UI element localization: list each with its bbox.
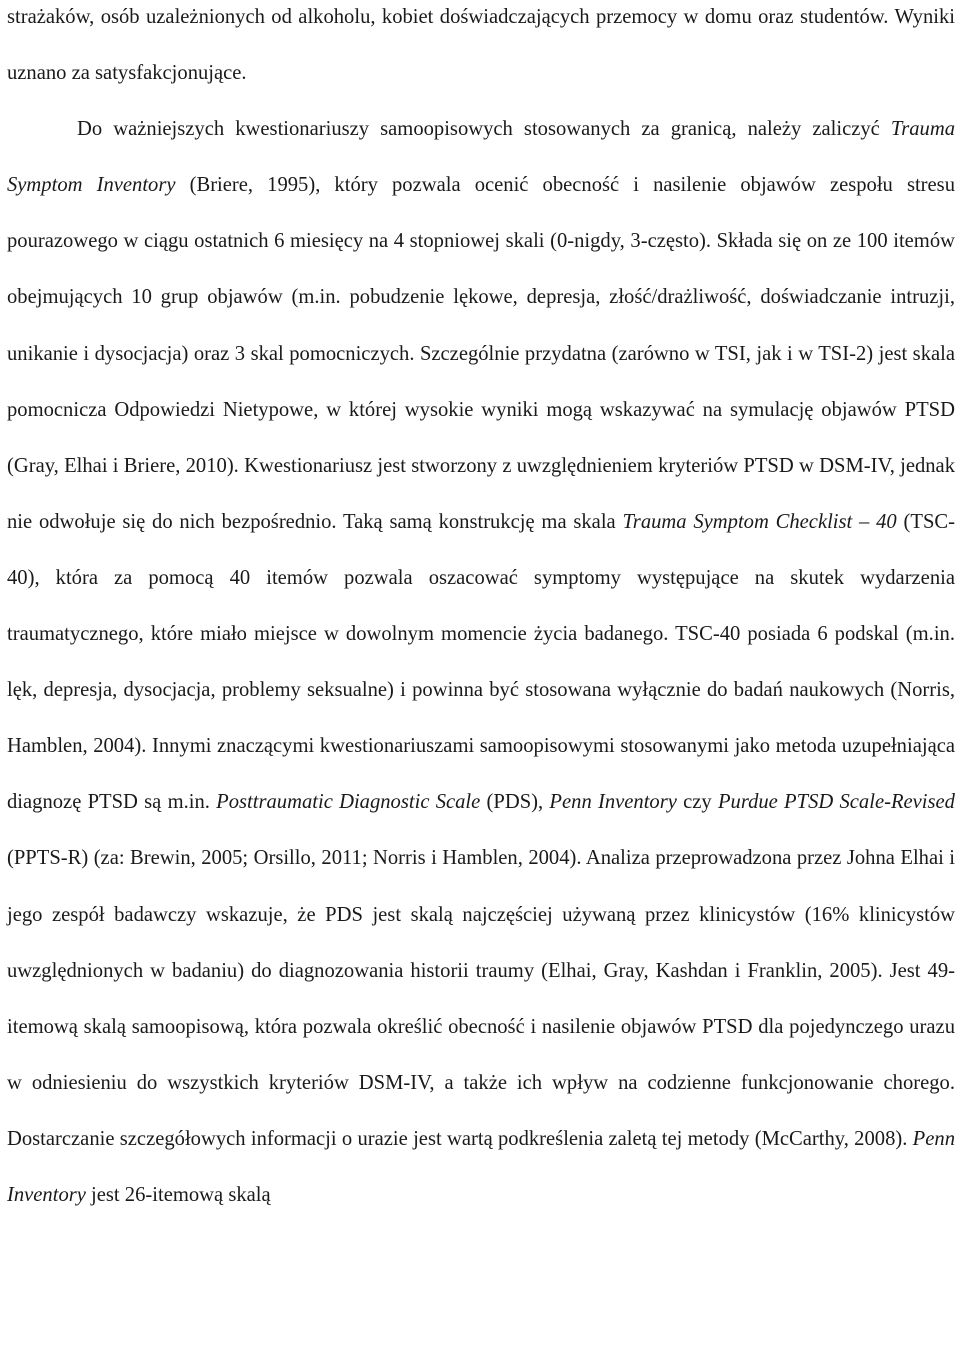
italic-title-ppts-r: Purdue PTSD Scale-Revised: [717, 791, 955, 814]
text-span: (TSC-40), która za pomocą 40 itemów pozwala oszacować symptomy występujące na skutek wydarzenia traumatycznego, które miało miejsce w dowolnym momencie życia badanego. TSC-40 posiada 6 podskal (m.in. lęk, depresja, dysocjacja, problemy seksualne) i powinna być stosowana wyłącznie do badań naukowych (Norris, Hamblen, 2004). Innymi znaczącymi kwestionariuszami samoopisowymi stosowanymi jako metoda uzupełniająca diagnozę PTSD są m.in.: [7, 510, 955, 814]
italic-title-penn-inventory: Penn Inventory: [549, 791, 677, 814]
text-span: strażaków, osób uzależnionych od alkoholu, kobiet doświadczających przemocy w domu oraz studentów. Wyniki uznano za satysfakcjonujące.: [7, 6, 955, 85]
document-page: [7, 0, 955, 1223]
italic-title-tsc40: Trauma Symptom Checklist – 40: [622, 510, 897, 533]
italic-title-penn-inventory-2: Penn Inventory: [7, 1127, 955, 1206]
text-span: czy: [676, 791, 718, 814]
italic-title-pds: Posttraumatic Diagnostic Scale: [216, 791, 481, 814]
paragraph-1: [7, 0, 955, 101]
text-span: (PPTS-R) (za: Brewin, 2005; Orsillo, 2011; Norris i Hamblen, 2004). Analiza przeprowadzona przez Johna Elhai i jego zespół badawczy wskazuje, że PDS jest skalą najczęściej używaną przez klinicystów (16% klinicystów uwzględnionych w badaniu) do diagnozowania historii traumy (Elhai, Gray, Kashdan i Franklin, 2005). Jest 49-itemową skalą samoopisową, która pozwala określić obecność i nasilenie objawów PTSD dla pojedynczego urazu w odniesieniu do wszystkich kryteriów DSM-IV, a także ich wpływ na codzienne funkcjonowanie chorego. Dostarczanie szczegółowych informacji o urazie jest wartą podkreślenia zaletą tej metody (McCarthy, 2008).: [7, 847, 955, 1150]
paragraph-2: [7, 101, 955, 1223]
text-span: (Briere, 1995), który pozwala ocenić obecność i nasilenie objawów zespołu stresu pourazowego w ciągu ostatnich 6 miesięcy na 4 stopniowej skali (0-nigdy, 3-często). Składa się on ze 100 itemów obejmujących 10 grup objawów (m.in. pobudzenie lękowe, depresja, złość/drażliwość, doświadczanie intruzji, unikanie i dysocjacja) oraz 3 skal pomocniczych. Szczególnie przydatna (zarówno w TSI, jak i w TSI-2) jest skala pomocnicza Odpowiedzi Nietypowe, w której wysokie wyniki mogą wskazywać na symulację objawów PTSD (Gray, Elhai i Briere, 2010). Kwestionariusz jest stworzony z uwzględnieniem kryteriów PTSD w DSM-IV, jednak nie odwołuje się do nich bezpośrednio. Taką samą konstrukcję ma skala: [7, 174, 955, 533]
text-span: Do ważniejszych kwestionariuszy samoopisowych stosowanych za granicą, należy zaliczyć: [77, 118, 891, 141]
text-span: (PDS),: [480, 791, 550, 814]
text-span: jest 26-itemową skalą: [85, 1183, 271, 1206]
italic-title-tsi: Trauma Symptom Inventory: [7, 118, 955, 197]
